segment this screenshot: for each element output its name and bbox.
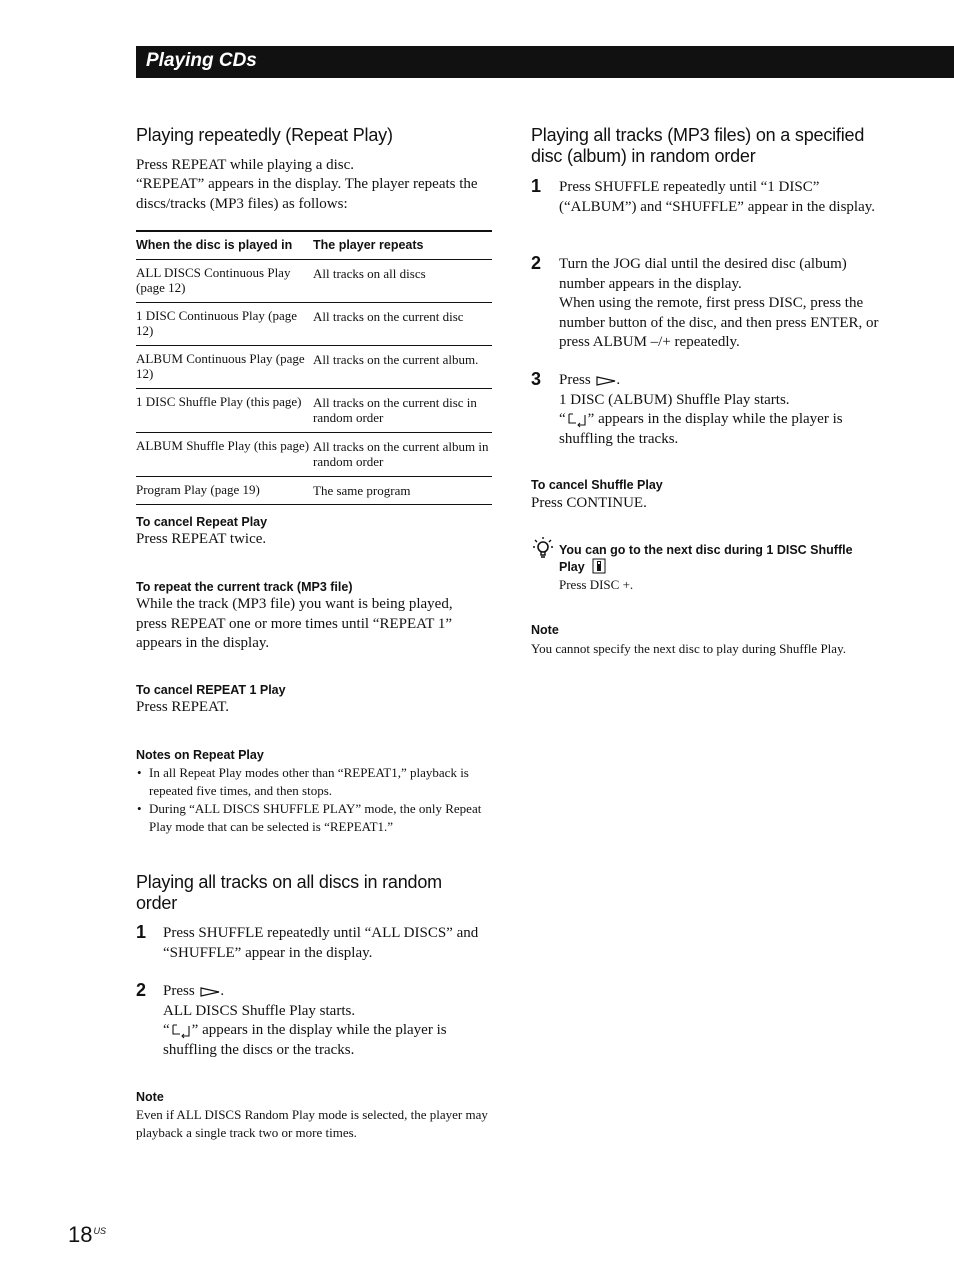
repeat-current-title: To repeat the current track (MP3 file) bbox=[136, 580, 353, 594]
table-row bbox=[136, 432, 492, 476]
table-cell: Program Play (page 19) bbox=[136, 476, 313, 505]
step-number: 3 bbox=[531, 369, 542, 389]
shuffle-display-icon bbox=[170, 1023, 192, 1039]
table-cell: ALBUM Continuous Play (page 12) bbox=[136, 345, 313, 388]
cancel-repeat1-title: To cancel REPEAT 1 Play bbox=[136, 683, 286, 697]
tip-lightbulb-icon bbox=[532, 536, 554, 560]
step-result-line: ” appears in the display while the player is shuffling the discs or the tracks. bbox=[163, 1022, 447, 1058]
notes-repeat-title: Notes on Repeat Play bbox=[136, 748, 264, 762]
step-number: 1 bbox=[531, 176, 542, 196]
random-disc-step2 bbox=[559, 255, 887, 353]
random-all-note-title: Note bbox=[136, 1090, 164, 1104]
table-cell: All tracks on the current disc bbox=[313, 302, 492, 345]
page-number bbox=[68, 1222, 106, 1248]
repeat-current-text: While the track (MP3 file) you want is being played, press REPEAT one or more times until “REPEAT 1” appears in the display. bbox=[136, 596, 453, 651]
repeat-intro-2: “REPEAT” appears in the display. The player repeats the discs/tracks (MP3 files) as follows: bbox=[136, 176, 478, 212]
list-item: • In all Repeat Play modes other than “REPEAT1,” playback is repeated five times, and then stops. bbox=[136, 764, 486, 800]
tip-text: Press DISC +. bbox=[559, 577, 634, 592]
shuffle-display-icon bbox=[566, 412, 588, 428]
play-icon bbox=[200, 987, 220, 997]
cancel-repeat1-text: Press REPEAT. bbox=[136, 699, 230, 715]
table-row bbox=[136, 388, 492, 432]
section-title: Playing CDs bbox=[146, 50, 257, 71]
cancel-repeat-title: To cancel Repeat Play bbox=[136, 515, 268, 529]
shuffle-note-title: Note bbox=[531, 623, 559, 637]
table-row bbox=[136, 302, 492, 345]
random-all-step1: Press SHUFFLE repeatedly until “ALL DISCS” and “SHUFFLE” appear in the display. bbox=[163, 925, 479, 961]
list-item: • During “ALL DISCS SHUFFLE PLAY” mode, the only Repeat Play mode that can be selected is “REPEAT1.” bbox=[136, 800, 486, 836]
cancel-repeat-text: Press REPEAT twice. bbox=[136, 531, 267, 547]
play-icon bbox=[596, 376, 616, 386]
table-cell: ALL DISCS Continuous Play (page 12) bbox=[136, 259, 313, 302]
random-disc-step1: Press SHUFFLE repeatedly until “1 DISC” (“ALBUM”) and “SHUFFLE” appear in the display. bbox=[559, 179, 876, 215]
table-cell: All tracks on all discs bbox=[313, 259, 492, 302]
step-result-line: ALL DISCS Shuffle Play starts. bbox=[163, 1002, 356, 1019]
random-all-heading: Playing all tracks on all discs in random order bbox=[136, 872, 442, 913]
step-press-label: Press bbox=[559, 372, 591, 388]
table-header-row bbox=[136, 231, 492, 259]
step-text: When using the remote, first press DISC, press the number button of the disc, and then press ENTER, or press ALBUM –/+ repeatedly. bbox=[559, 295, 879, 350]
page-number-value: 18 bbox=[68, 1222, 93, 1247]
step-number: 1 bbox=[136, 922, 147, 942]
repeat-intro-1: Press REPEAT while playing a disc. bbox=[136, 157, 355, 173]
table-cell: 1 DISC Shuffle Play (this page) bbox=[136, 388, 313, 432]
table-row bbox=[136, 259, 492, 302]
step-result-line: 1 DISC (ALBUM) Shuffle Play starts. bbox=[559, 391, 790, 408]
step-number: 2 bbox=[136, 980, 147, 1000]
table-row bbox=[136, 345, 492, 388]
shuffle-note-text: You cannot specify the next disc to play during Shuffle Play. bbox=[531, 641, 846, 656]
table-cell: ALBUM Shuffle Play (this page) bbox=[136, 432, 313, 476]
table-row bbox=[136, 476, 492, 505]
repeat-heading: Playing repeatedly (Repeat Play) bbox=[136, 125, 393, 145]
table-cell: The same program bbox=[313, 476, 492, 505]
step-text: Turn the JOG dial until the desired disc (album) number appears in the display. bbox=[559, 256, 847, 292]
random-disc-step3: Press . 1 DISC (ALBUM) Shuffle Play starts. “ ” appears in the display while the player is shuffling the tracks. bbox=[559, 371, 887, 449]
tip-title bbox=[559, 542, 879, 575]
cancel-shuffle-text: Press CONTINUE. bbox=[531, 495, 647, 511]
table-header: When the disc is played in bbox=[136, 231, 313, 259]
page-number-suffix: US bbox=[93, 1226, 106, 1236]
repeat-table bbox=[136, 230, 492, 505]
step-press-label: Press bbox=[163, 983, 195, 999]
cancel-shuffle-title: To cancel Shuffle Play bbox=[531, 478, 663, 492]
table-cell: All tracks on the current album. bbox=[313, 345, 492, 388]
remote-icon bbox=[592, 558, 606, 574]
tip-title-text: You can go to the next disc during 1 DISC Shuffle Play bbox=[559, 543, 853, 574]
step-result-line: ” appears in the display while the player is shuffling the tracks. bbox=[559, 411, 843, 447]
step-number: 2 bbox=[531, 253, 542, 273]
table-cell: 1 DISC Continuous Play (page 12) bbox=[136, 302, 313, 345]
random-all-note-text: Even if ALL DISCS Random Play mode is selected, the player may playback a single track two or more times. bbox=[136, 1107, 488, 1140]
random-disc-heading: Playing all tracks (MP3 files) on a specified disc (album) in random order bbox=[531, 125, 865, 166]
notes-list bbox=[136, 764, 486, 836]
random-all-step2: Press . ALL DISCS Shuffle Play starts. “ ” appears in the display while the player is shuffling the discs or the tracks. bbox=[163, 982, 493, 1060]
table-cell: All tracks on the current album in random order bbox=[313, 432, 492, 476]
table-cell: All tracks on the current disc in random order bbox=[313, 388, 492, 432]
section-header-bar bbox=[136, 46, 954, 78]
table-header: The player repeats bbox=[313, 231, 492, 259]
